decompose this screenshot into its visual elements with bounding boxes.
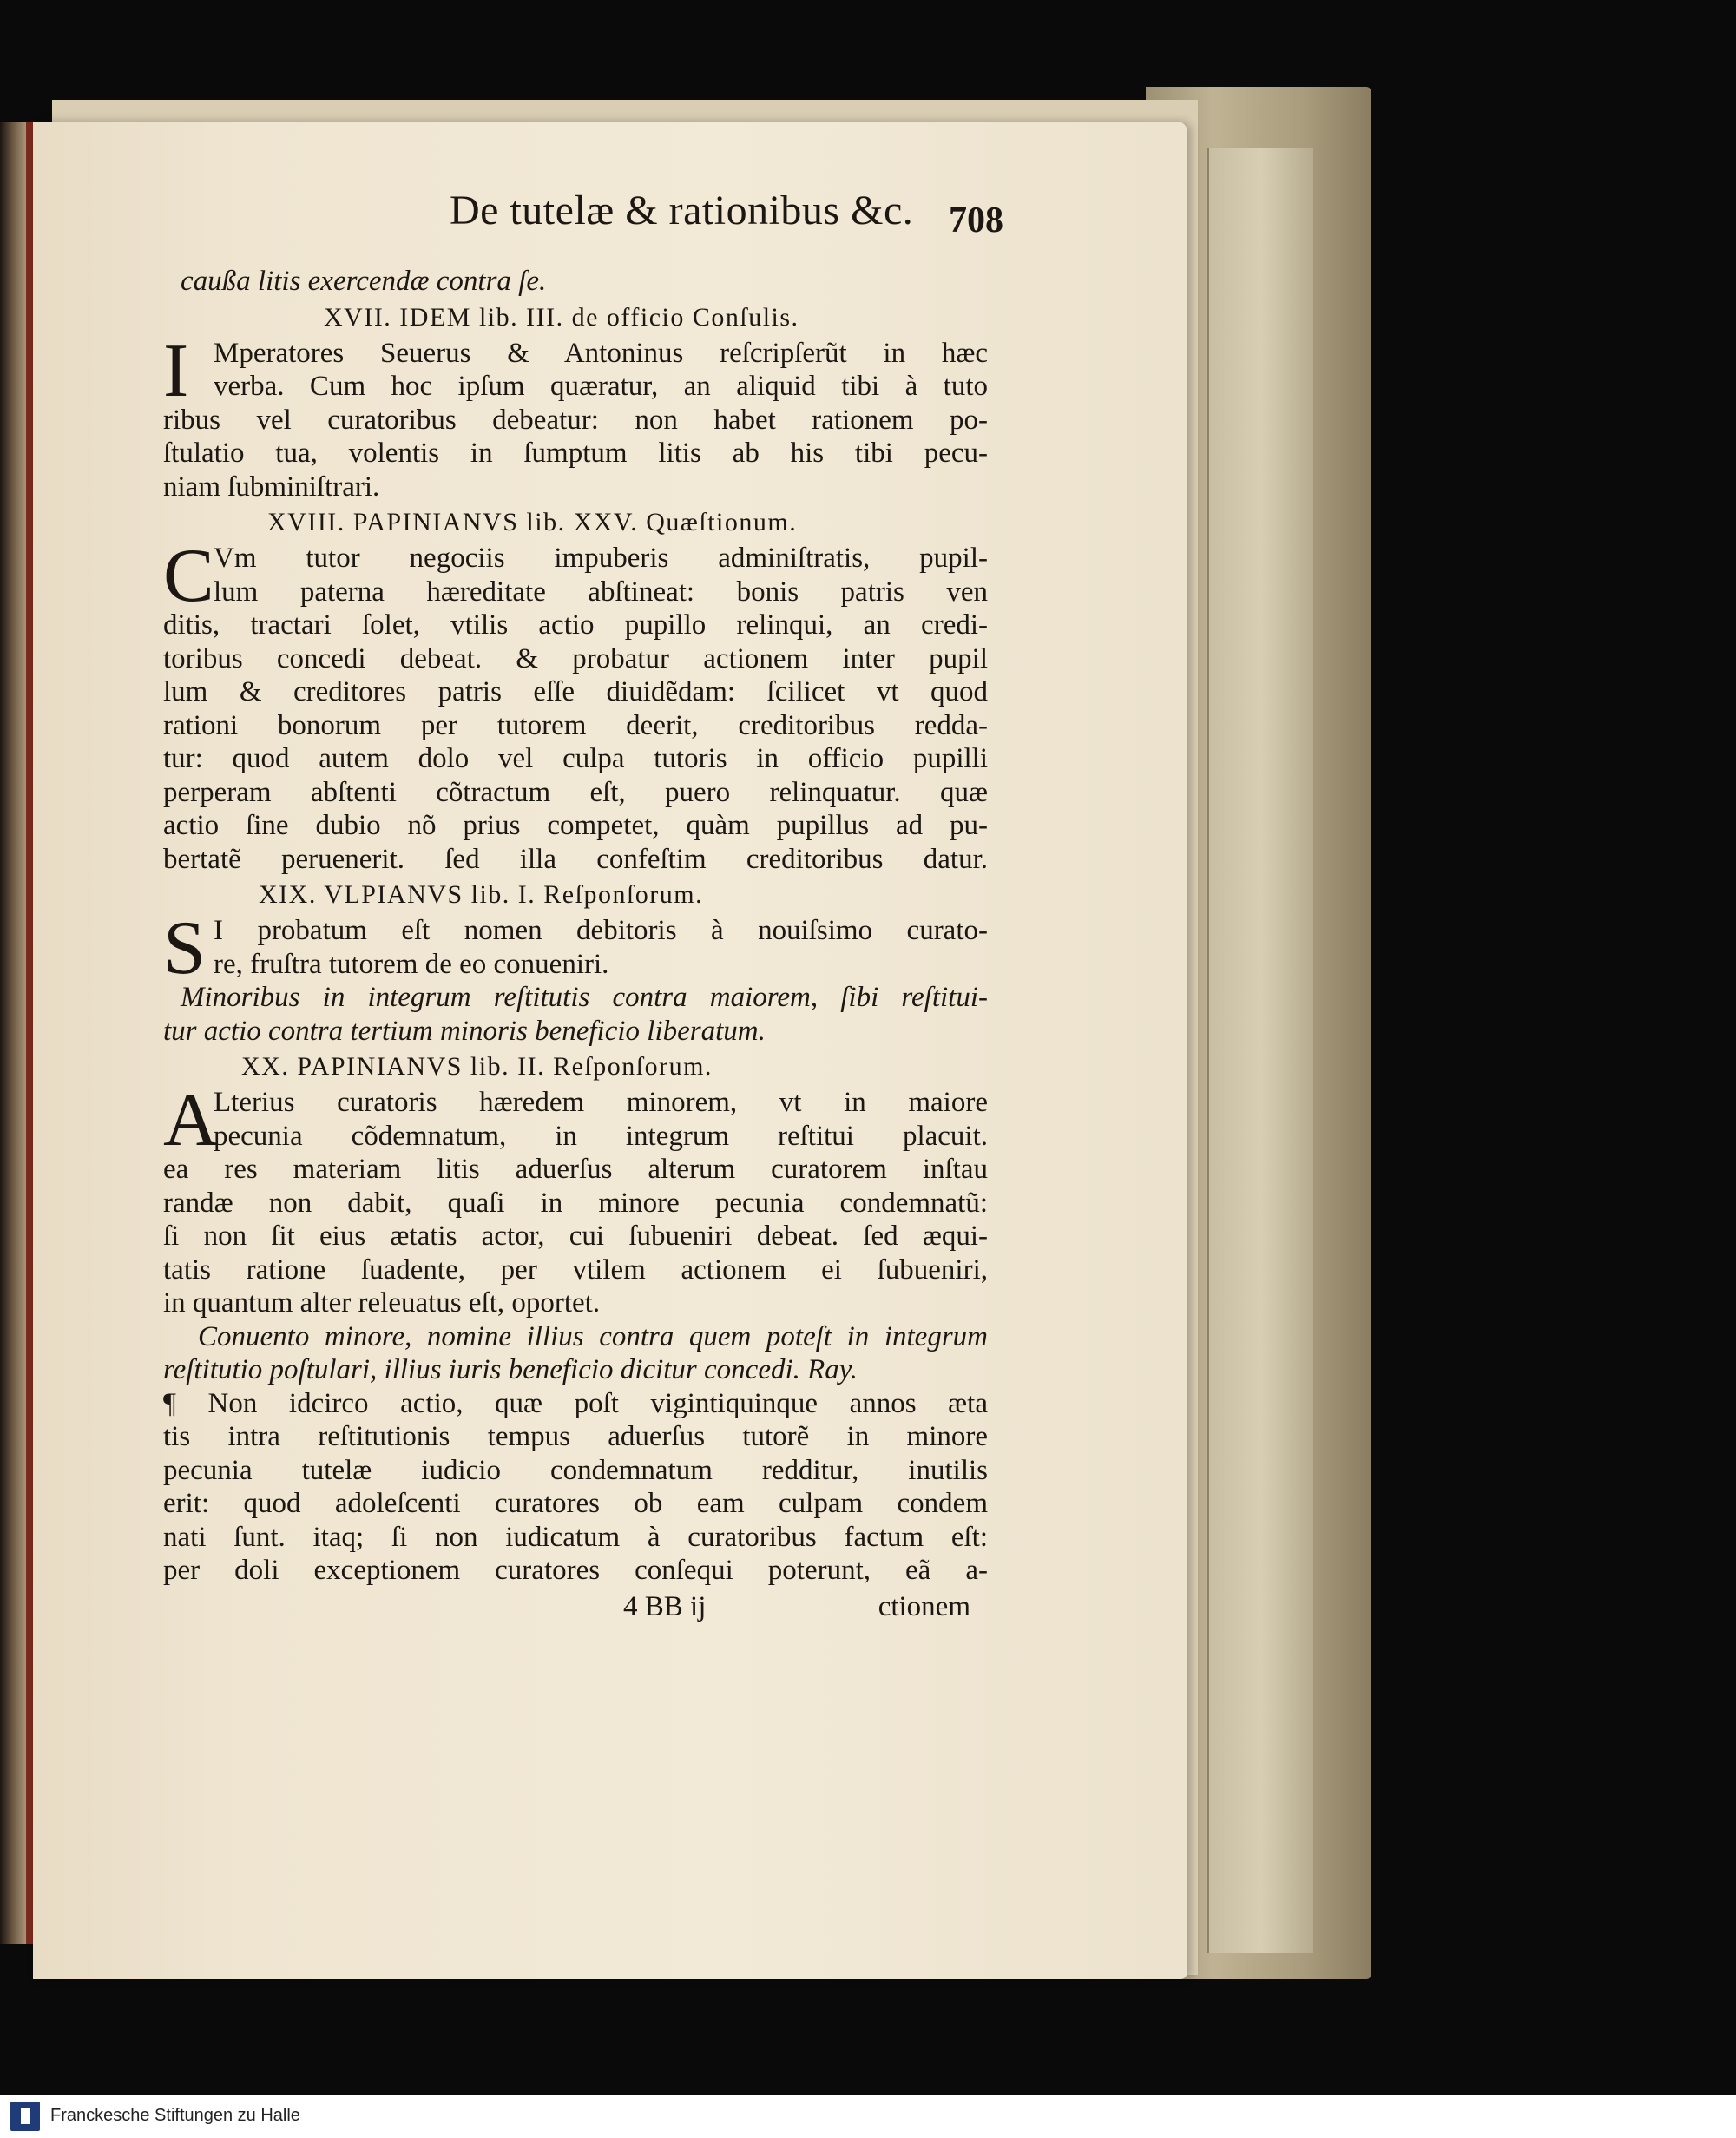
text-line: lum & creditores patris eſſe diuidẽdam: ſcilicet vt quod xyxy=(163,676,988,707)
drop-cap: A xyxy=(163,1078,219,1162)
text-line: tis intra reſtitutionis tempus aduerſus tutorẽ in minore xyxy=(163,1421,988,1452)
drop-cap: I xyxy=(163,328,189,413)
text-line: Mperatores Seuerus & Antoninus reſcripſerũt in hæc xyxy=(214,337,988,369)
paragraph xyxy=(163,328,988,504)
text-line: bertatẽ peruenerit. ſed illa confeſtim creditoribus datur. xyxy=(163,843,988,875)
summary-note: Minoribus in integrum reſtitutis contra maiorem, ſibi reſtitui- xyxy=(181,982,988,1013)
paragraph xyxy=(163,534,988,876)
text-line: ¶ Non idcirco actio, quæ poſt vigintiquinque annos æta xyxy=(163,1387,988,1419)
text-line: niam ſubminiſtrari. xyxy=(163,470,380,503)
text-line: re, fruſtra tutorem de eo conueniri. xyxy=(214,948,609,980)
text-line: lum paterna hæreditate abſtineat: bonis patris ven xyxy=(214,576,988,608)
section-heading: XX. PAPINIANVS lib. II. Reſponſorum. xyxy=(241,1052,713,1081)
section-heading: XVIII. PAPINIANVS lib. XXV. Quæſtionum. xyxy=(267,508,798,536)
text-line: ribus vel curatoribus debeatur: non habet rationem po- xyxy=(163,404,988,436)
text-line: verba. Cum hoc ipſum quæratur, an aliquid tibi à tuto xyxy=(214,371,988,402)
paragraph xyxy=(163,906,988,990)
viewer-footer xyxy=(0,2095,1736,2138)
text-line: ſi non ſit eius ætatis actor, cui ſubueniri debeat. ſed æqui- xyxy=(163,1220,988,1252)
section-heading: XIX. VLPIANVS lib. I. Reſponſorum. xyxy=(259,880,704,909)
drop-cap: S xyxy=(163,906,206,990)
text-line: per doli exceptionem curatores conſequi poterunt, eã a- xyxy=(163,1555,988,1586)
text-line: nati ſunt. itaq; ſi non iudicatum à curatoribus factum eſt: xyxy=(163,1521,988,1553)
vellum-flap xyxy=(1207,148,1313,1953)
summary-note: reſtitutio poſtulari, illius iuris beneficio dicitur concedi. Ray. xyxy=(163,1354,858,1385)
text-line: ſtulatio tua, volentis in ſumptum litis ab his tibi pecu- xyxy=(163,437,988,469)
text-line: Lterius curatoris hæredem minorem, vt in maiore xyxy=(214,1087,988,1118)
running-head-title: De tutelæ & rationibus &c. xyxy=(450,187,914,234)
paragraph xyxy=(163,1078,988,1320)
section-heading: XVII. IDEM lib. III. de officio Conſulis. xyxy=(324,302,799,332)
text-line: I probatum eſt nomen debitoris à nouiſsimo curato- xyxy=(214,915,988,946)
text-line: pecunia tutelæ iudicio condemnatum redditur, inutilis xyxy=(163,1454,988,1486)
summary-note: Conuento minore, nomine illius contra quem poteſt in integrum xyxy=(198,1320,988,1352)
binding-edge xyxy=(26,122,33,1944)
paragraph xyxy=(163,1387,988,1588)
text-line: Vm tutor negociis impuberis adminiſtratis, pupil- xyxy=(214,543,988,574)
text-line: ea res materiam litis aduerſus alterum curatorem inſtau xyxy=(163,1154,988,1185)
text-line: perperam abſtenti cõtractum eſt, puero relinquatur. quæ xyxy=(163,776,988,808)
book-page xyxy=(33,122,1187,1979)
text-line: toribus concedi debeat. & probatur actionem inter pupil xyxy=(163,642,988,674)
text-line: caußa litis exercendæ contra ſe. xyxy=(181,266,547,297)
running-head xyxy=(163,187,1003,265)
institution-logo-icon xyxy=(10,2102,40,2131)
institution-name: Franckesche Stiftungen zu Halle xyxy=(50,2106,300,2125)
signature-mark: 4 BB ij xyxy=(623,1590,707,1622)
text-line: erit: quod adoleſcenti curatores ob eam culpam condem xyxy=(163,1488,988,1519)
text-line: tatis ratione ſuadente, per vtilem actionem ei ſubueniri, xyxy=(163,1253,988,1286)
text-line: rationi bonorum per tutorem deerit, creditoribus redda- xyxy=(163,709,988,741)
folio-number: 708 xyxy=(949,201,1003,240)
text-line: in quantum alter releuatus eſt, oportet. xyxy=(163,1287,601,1319)
text-line: ditis, tractari ſolet, vtilis actio pupillo relinqui, an credi- xyxy=(163,609,988,641)
text-line: actio ſine dubio nõ prius competet, quàm pupillus ad pu- xyxy=(163,810,988,841)
page-footer-line xyxy=(163,1591,988,1633)
text-block xyxy=(163,187,1003,1633)
text-line: tur: quod autem dolo vel culpa tutoris in officio pupilli xyxy=(163,743,988,774)
text-line: pecunia cõdemnatum, in integrum reſtitui placuit. xyxy=(214,1120,988,1152)
summary-note: tur actio contra tertium minoris beneficio liberatum. xyxy=(163,1015,766,1047)
catchword: ctionem xyxy=(878,1590,970,1622)
drop-cap: C xyxy=(163,534,214,618)
text-line: randæ non dabit, quaſi in minore pecunia condemnatũ: xyxy=(163,1187,988,1219)
